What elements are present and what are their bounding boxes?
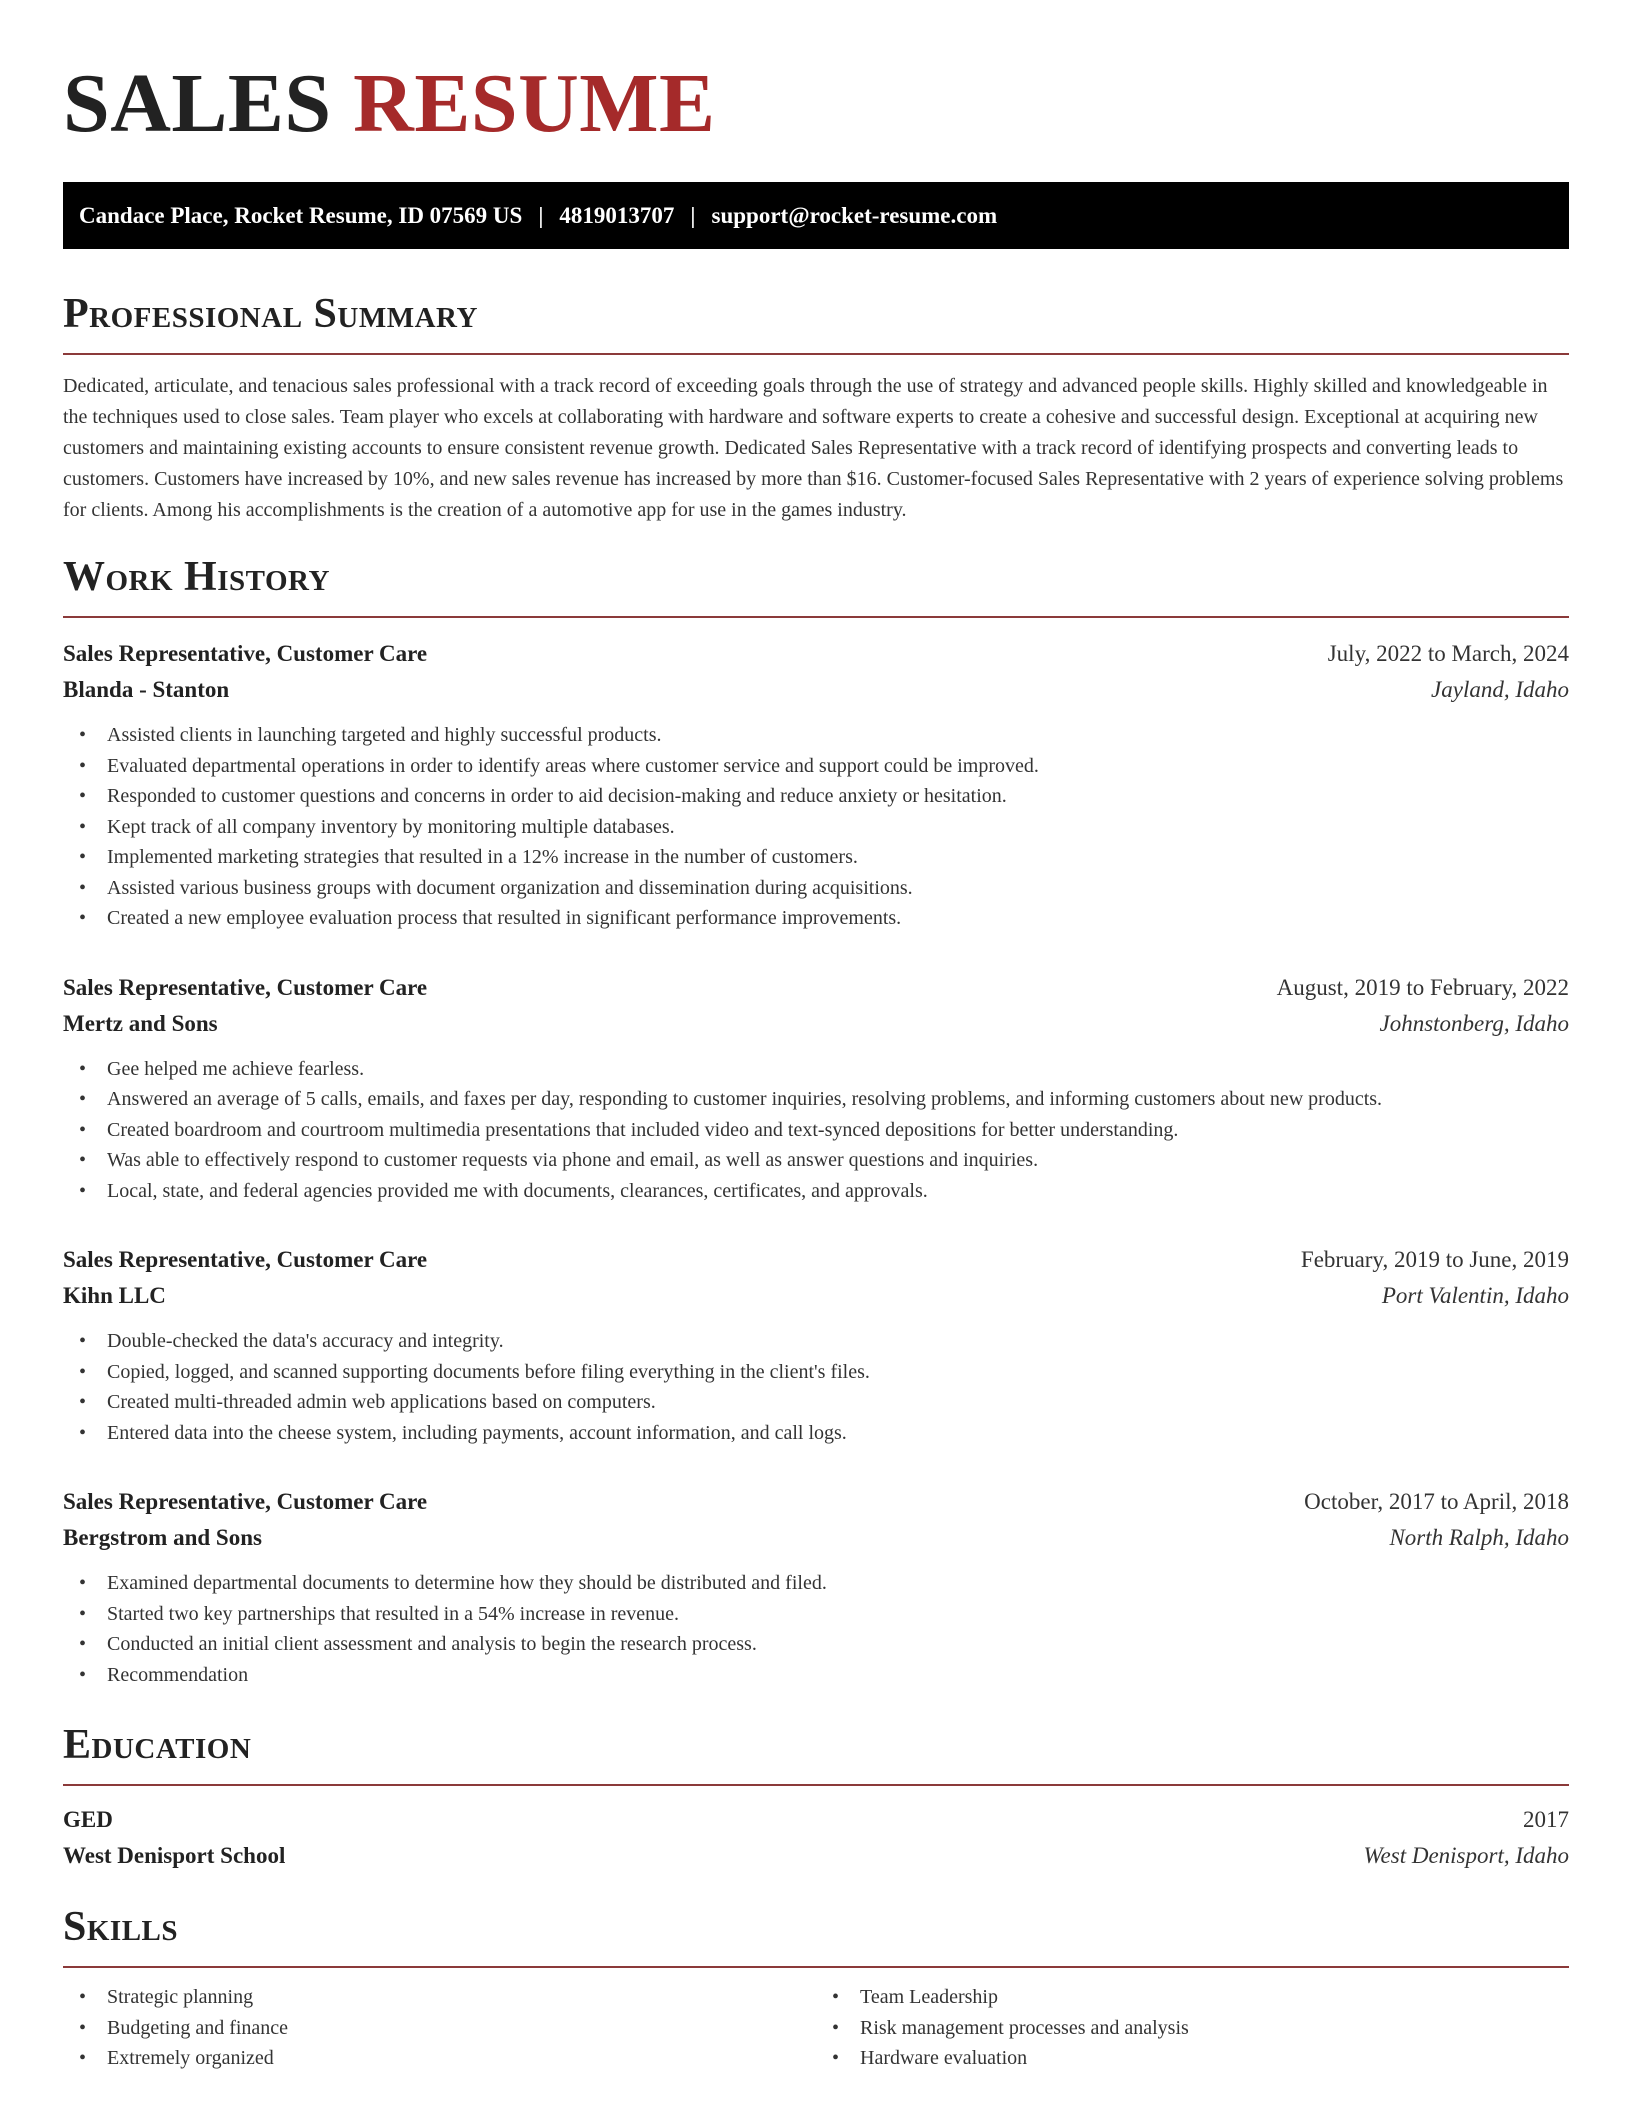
resume-title <box>63 56 1569 152</box>
job-entry <box>63 970 1569 1207</box>
list-item: • Double-checked the data's accuracy and integrity. <box>63 1326 1569 1357</box>
job-entry <box>63 1242 1569 1448</box>
skills-column-left <box>63 1982 816 2074</box>
job-entry <box>63 636 1569 934</box>
contact-email: support@rocket-resume.com <box>711 202 998 228</box>
education-degree-row <box>63 1802 1569 1838</box>
list-item: • Team Leadership <box>816 1982 1569 2013</box>
list-item: • Entered data into the cheese system, including payments, account information, and call logs. <box>63 1418 1569 1449</box>
list-item: • Risk management processes and analysis <box>816 2013 1569 2044</box>
job-header-row <box>63 636 1569 672</box>
contact-phone: 4819013707 <box>559 202 675 228</box>
list-item: • Examined departmental documents to determine how they should be distributed and filed. <box>63 1568 1569 1599</box>
contact-separator: | <box>538 202 544 228</box>
list-item: • Evaluated departmental operations in order to identify areas where customer service and support could be improved. <box>63 751 1569 782</box>
section-heading-education: Education <box>63 1722 252 1768</box>
job-dates: February, 2019 to June, 2019 <box>1300 1247 1569 1272</box>
job-header-row <box>63 970 1569 1006</box>
job-company-row <box>63 1278 1569 1314</box>
list-item: • Assisted various business groups with document organization and dissemination during acquisitions. <box>63 873 1569 904</box>
job-company-row <box>63 1520 1569 1556</box>
job-header-row <box>63 1242 1569 1278</box>
skills-list <box>63 1982 816 2074</box>
job-company: Blanda - Stanton <box>63 677 230 702</box>
skills-list <box>816 1982 1569 2074</box>
list-item: • Recommendation <box>63 1660 1569 1691</box>
education-school-row <box>63 1838 1569 1874</box>
contact-address: Candace Place, Rocket Resume, ID 07569 US <box>79 202 523 228</box>
skills-column-right <box>816 1982 1569 2074</box>
education-location: West Denisport, Idaho <box>1363 1843 1569 1868</box>
section-divider <box>63 353 1569 355</box>
title-second-word: RESUME <box>353 57 716 150</box>
job-title: Sales Representative, Customer Care <box>63 974 428 1000</box>
section-divider <box>63 616 1569 618</box>
summary-paragraph: Dedicated, articulate, and tenacious sales professional with a track record of exceeding goals through the use of strategy and advanced people skills. Highly skilled and knowledgeable in the techniques used to close sales. Team player who excels at collaborating with hardware and software experts to create a cohesive and successful design. Exceptional at acquiring new customers and maintaining existing accounts to ensure consistent revenue growth. Dedicated Sales Representative with a track record of identifying prospects and converting leads to customers. Customers have increased by 10%, and new sales revenue has increased by more than $16. Customer-focused Sales Representative with 2 years of experience solving problems for clients. Among his accomplishments is the creation of a automotive app for use in the games industry. <box>63 375 1564 521</box>
section-heading-skills: Skills <box>63 1904 179 1950</box>
job-dates: July, 2022 to March, 2024 <box>1327 641 1569 666</box>
job-dates: October, 2017 to April, 2018 <box>1304 1489 1569 1514</box>
job-bullets <box>63 1326 1569 1448</box>
education-entry <box>63 1802 1569 1874</box>
job-entry <box>63 1484 1569 1690</box>
job-title: Sales Representative, Customer Care <box>63 1247 428 1272</box>
section-heading-summary: Professional Summary <box>63 291 478 337</box>
list-item: • Responded to customer questions and concerns in order to aid decision-making and reduce anxiety or hesitation. <box>63 781 1569 812</box>
education-section <box>63 1720 1569 1874</box>
list-item: • Copied, logged, and scanned supporting documents before filing everything in the client's files. <box>63 1357 1569 1388</box>
job-location: Port Valentin, Idaho <box>1381 1283 1569 1308</box>
section-divider <box>63 1784 1569 1786</box>
skills-grid <box>63 1982 1569 2074</box>
job-location: North Ralph, Idaho <box>1389 1525 1569 1550</box>
job-title: Sales Representative, Customer Care <box>63 641 428 666</box>
list-item: • Gee helped me achieve fearless. <box>63 1054 1569 1085</box>
professional-summary-section <box>63 289 1569 526</box>
list-item: • Created multi-threaded admin web applications based on computers. <box>63 1387 1569 1418</box>
job-location: Jayland, Idaho <box>1431 677 1569 702</box>
job-title: Sales Representative, Customer Care <box>63 1489 428 1514</box>
list-item: • Started two key partnerships that resulted in a 54% increase in revenue. <box>63 1599 1569 1630</box>
job-company: Kihn LLC <box>63 1283 166 1308</box>
job-header-row <box>63 1484 1569 1520</box>
job-bullets <box>63 1054 1569 1207</box>
list-item: • Local, state, and federal agencies provided me with documents, clearances, certificates, and approvals. <box>63 1176 1569 1207</box>
education-degree: GED <box>63 1807 113 1832</box>
list-item: • Answered an average of 5 calls, emails, and faxes per day, responding to customer inquiries, resolving problems, and informing customers about new products. <box>63 1084 1569 1115</box>
list-item: • Strategic planning <box>63 1982 816 2013</box>
section-divider <box>63 1966 1569 1968</box>
contact-separator: | <box>690 202 696 228</box>
job-company: Mertz and Sons <box>63 1010 218 1036</box>
skills-section <box>63 1902 1569 2074</box>
list-item: • Conducted an initial client assessment and analysis to begin the research process. <box>63 1629 1569 1660</box>
list-item: • Created boardroom and courtroom multimedia presentations that included video and text-synced depositions for better understanding. <box>63 1115 1569 1146</box>
section-heading-work: Work History <box>63 554 330 600</box>
job-dates: August, 2019 to February, 2022 <box>1276 974 1569 1000</box>
list-item: • Created a new employee evaluation process that resulted in significant performance improvements. <box>63 903 1569 934</box>
list-item: • Extremely organized <box>63 2043 816 2074</box>
work-history-section <box>63 552 1569 1690</box>
list-item: • Kept track of all company inventory by monitoring multiple databases. <box>63 812 1569 843</box>
list-item: • Was able to effectively respond to customer requests via phone and email, as well as answer questions and inquiries. <box>63 1145 1569 1176</box>
job-company-row <box>63 672 1569 708</box>
list-item: • Implemented marketing strategies that resulted in a 12% increase in the number of customers. <box>63 842 1569 873</box>
job-bullets <box>63 1568 1569 1690</box>
job-company-row <box>63 1006 1569 1042</box>
title-first-word: SALES <box>63 57 332 150</box>
list-item: • Budgeting and finance <box>63 2013 816 2044</box>
education-year: 2017 <box>1523 1807 1569 1832</box>
job-location: Johnstonberg, Idaho <box>1379 1010 1569 1036</box>
job-company: Bergstrom and Sons <box>63 1525 262 1550</box>
contact-bar <box>63 182 1569 249</box>
education-school: West Denisport School <box>63 1843 286 1868</box>
list-item: • Assisted clients in launching targeted and highly successful products. <box>63 720 1569 751</box>
job-bullets <box>63 720 1569 934</box>
list-item: • Hardware evaluation <box>816 2043 1569 2074</box>
